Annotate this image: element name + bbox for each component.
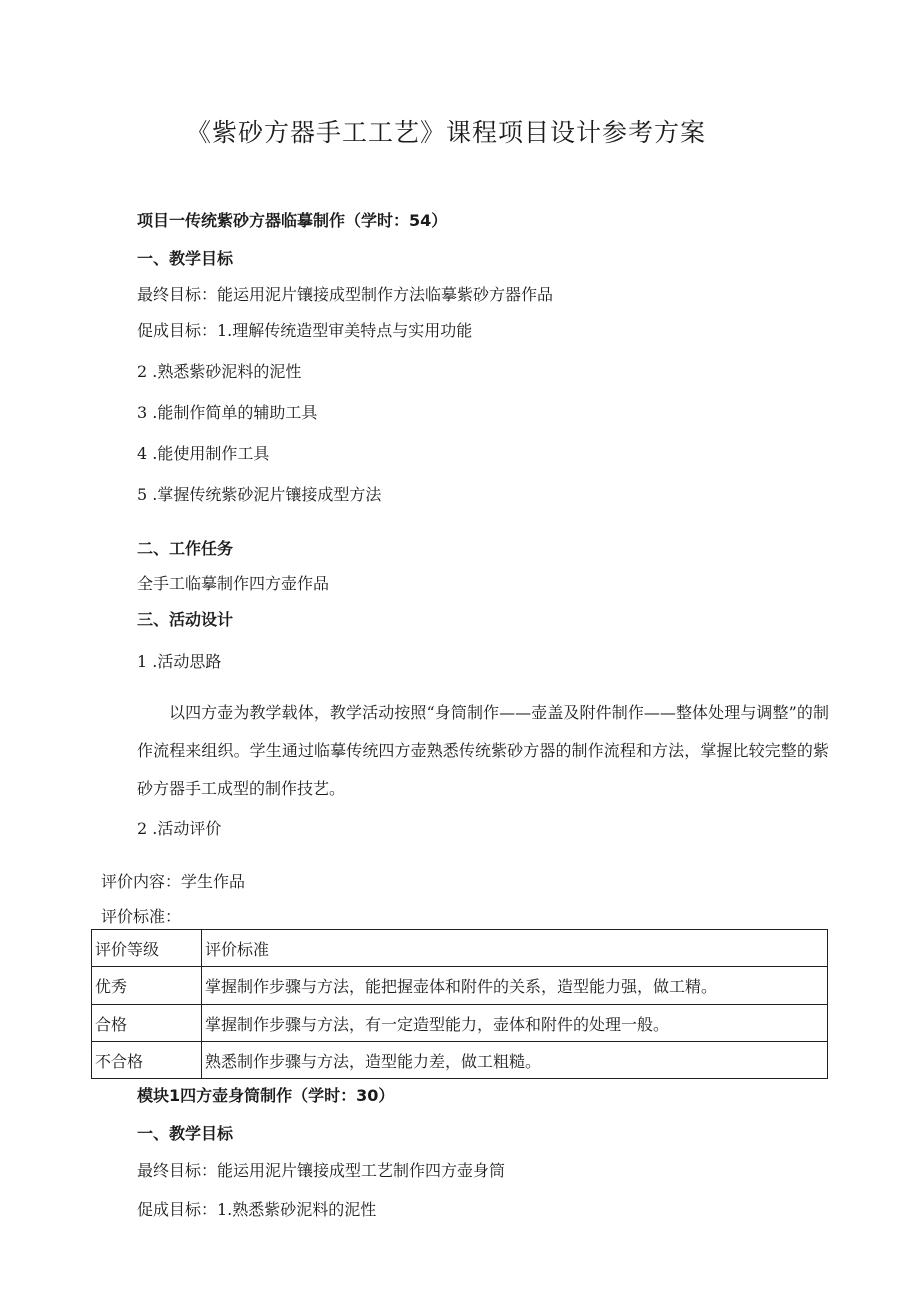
sub-goal-5: 5 .掌握传统紫砂泥片镶接成型方法 bbox=[137, 485, 382, 504]
evaluation-table bbox=[91, 929, 828, 1079]
table-cell: 熟悉制作步骤与方法，造型能力差，做工粗糙。 bbox=[202, 1042, 828, 1079]
activity-paragraph: 以四方壶为教学载体，教学活动按照“身筒制作——壶盖及附件制作——整体处理与调整”的制作流程来组织。学生通过临摹传统四方壶熟悉传统紫砂方器的制作流程和方法，掌握比较完整的紫砂方器手工成型的制作技艺。 bbox=[137, 703, 829, 798]
module-section-heading-goals: 一、教学目标 bbox=[137, 1124, 234, 1143]
module-sub-goal-1: 促成目标：1.熟悉紫砂泥料的泥性 bbox=[137, 1200, 377, 1219]
module-heading: 模块1四方壶身筒制作（学时：30） bbox=[137, 1086, 395, 1105]
sub-goal-3: 3 .能制作简单的辅助工具 bbox=[137, 403, 318, 422]
section-heading-activity: 三、活动设计 bbox=[137, 610, 234, 629]
project-heading: 项目一传统紫砂方器临摹制作（学时：54） bbox=[137, 211, 448, 230]
table-row bbox=[92, 967, 828, 1005]
section-heading-tasks: 二、工作任务 bbox=[137, 539, 234, 558]
work-task: 全手工临摹制作四方壶作品 bbox=[137, 574, 330, 593]
sub-goal-1: 促成目标：1.理解传统造型审美特点与实用功能 bbox=[137, 321, 473, 340]
sub-goal-2: 2 .熟悉紫砂泥料的泥性 bbox=[137, 362, 302, 381]
page-title: 《紫砂方器手工工艺》课程项目设计参考方案 bbox=[186, 118, 707, 147]
table-cell: 合格 bbox=[92, 1005, 202, 1042]
activity-idea-label: 1 .活动思路 bbox=[137, 652, 222, 671]
activity-eval-label: 2 .活动评价 bbox=[137, 819, 222, 838]
final-goal: 最终目标：能运用泥片镶接成型制作方法临摹紫砂方器作品 bbox=[137, 285, 554, 304]
section-heading-goals: 一、教学目标 bbox=[137, 249, 234, 268]
table-row bbox=[92, 1042, 828, 1079]
table-cell: 掌握制作步骤与方法，有一定造型能力，壶体和附件的处理一般。 bbox=[202, 1005, 828, 1042]
table-header-cell: 评价等级 bbox=[92, 930, 202, 967]
table-header-cell: 评价标准 bbox=[202, 930, 828, 967]
table-row bbox=[92, 1005, 828, 1042]
table-cell: 掌握制作步骤与方法，能把握壶体和附件的关系，造型能力强，做工精。 bbox=[202, 967, 828, 1005]
table-cell: 不合格 bbox=[92, 1042, 202, 1079]
eval-standard-label: 评价标准： bbox=[101, 907, 182, 926]
table-cell: 优秀 bbox=[92, 967, 202, 1005]
module-final-goal: 最终目标：能运用泥片镶接成型工艺制作四方壶身筒 bbox=[137, 1161, 506, 1180]
sub-goal-4: 4 .能使用制作工具 bbox=[137, 444, 270, 463]
eval-content: 评价内容：学生作品 bbox=[101, 872, 246, 891]
table-header-row bbox=[92, 930, 828, 967]
